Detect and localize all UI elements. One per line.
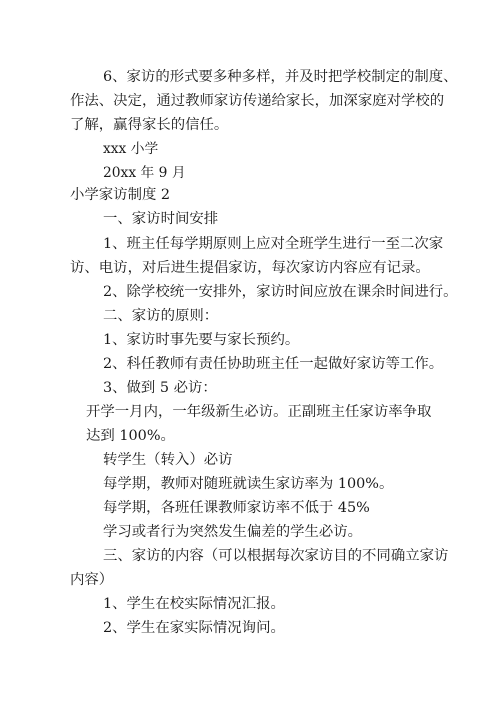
section-title: 小学家访制度 2: [70, 187, 171, 203]
paragraph-line: 1、学生在校实际情况汇报。: [103, 596, 285, 612]
signature-date: 20xx 年 9 月: [103, 165, 186, 181]
paragraph-line: 开学一月内，一年级新生必访。正副班主任家访率争取: [86, 404, 432, 420]
paragraph-line: 每学期，各班任课教师家访率不低于 45%: [103, 500, 370, 516]
paragraph-line: 2、科任教师有责任协助班主任一起做好家访等工作。: [103, 356, 444, 372]
heading-line: 二、家访的原则：: [103, 308, 219, 324]
paragraph-line: 达到 100%。: [86, 428, 175, 444]
paragraph-line: 1、班主任每学期原则上应对全班学生进行一至二次家: [103, 236, 444, 252]
heading-line: 三、家访的内容（可以根据每次家访目的不同确立家访: [103, 548, 449, 564]
paragraph-line: 学习或者行为突然发生偏差的学生必访。: [103, 524, 363, 540]
paragraph-line: 了解，赢得家长的信任。: [70, 117, 229, 133]
paragraph-line: 6、家访的形式要多种多样，并及时把学校制定的制度、: [103, 69, 458, 85]
paragraph-line: 2、除学校统一安排外，家访时间应放在课余时间进行。: [103, 284, 458, 300]
paragraph-line: 每学期，教师对随班就读生家访率为 100%。: [103, 476, 394, 492]
school-signature: xxx 小学: [103, 141, 159, 157]
heading-line: 一、家访时间安排: [103, 211, 219, 227]
paragraph-line: 访、电访，对后进生提倡家访，每次家访内容应有记录。: [70, 260, 430, 276]
paragraph-line: 转学生（转入）必访: [103, 452, 233, 468]
paragraph-line: 1、家访时事先要与家长预约。: [103, 332, 300, 348]
paragraph-line: 内容）: [70, 572, 114, 588]
paragraph-line: 作法、决定，通过教师家访传递给家长，加深家庭对学校的: [70, 93, 445, 109]
paragraph-line: 3、做到 5 必访：: [103, 380, 217, 396]
paragraph-line: 2、学生在家实际情况询问。: [103, 620, 285, 636]
